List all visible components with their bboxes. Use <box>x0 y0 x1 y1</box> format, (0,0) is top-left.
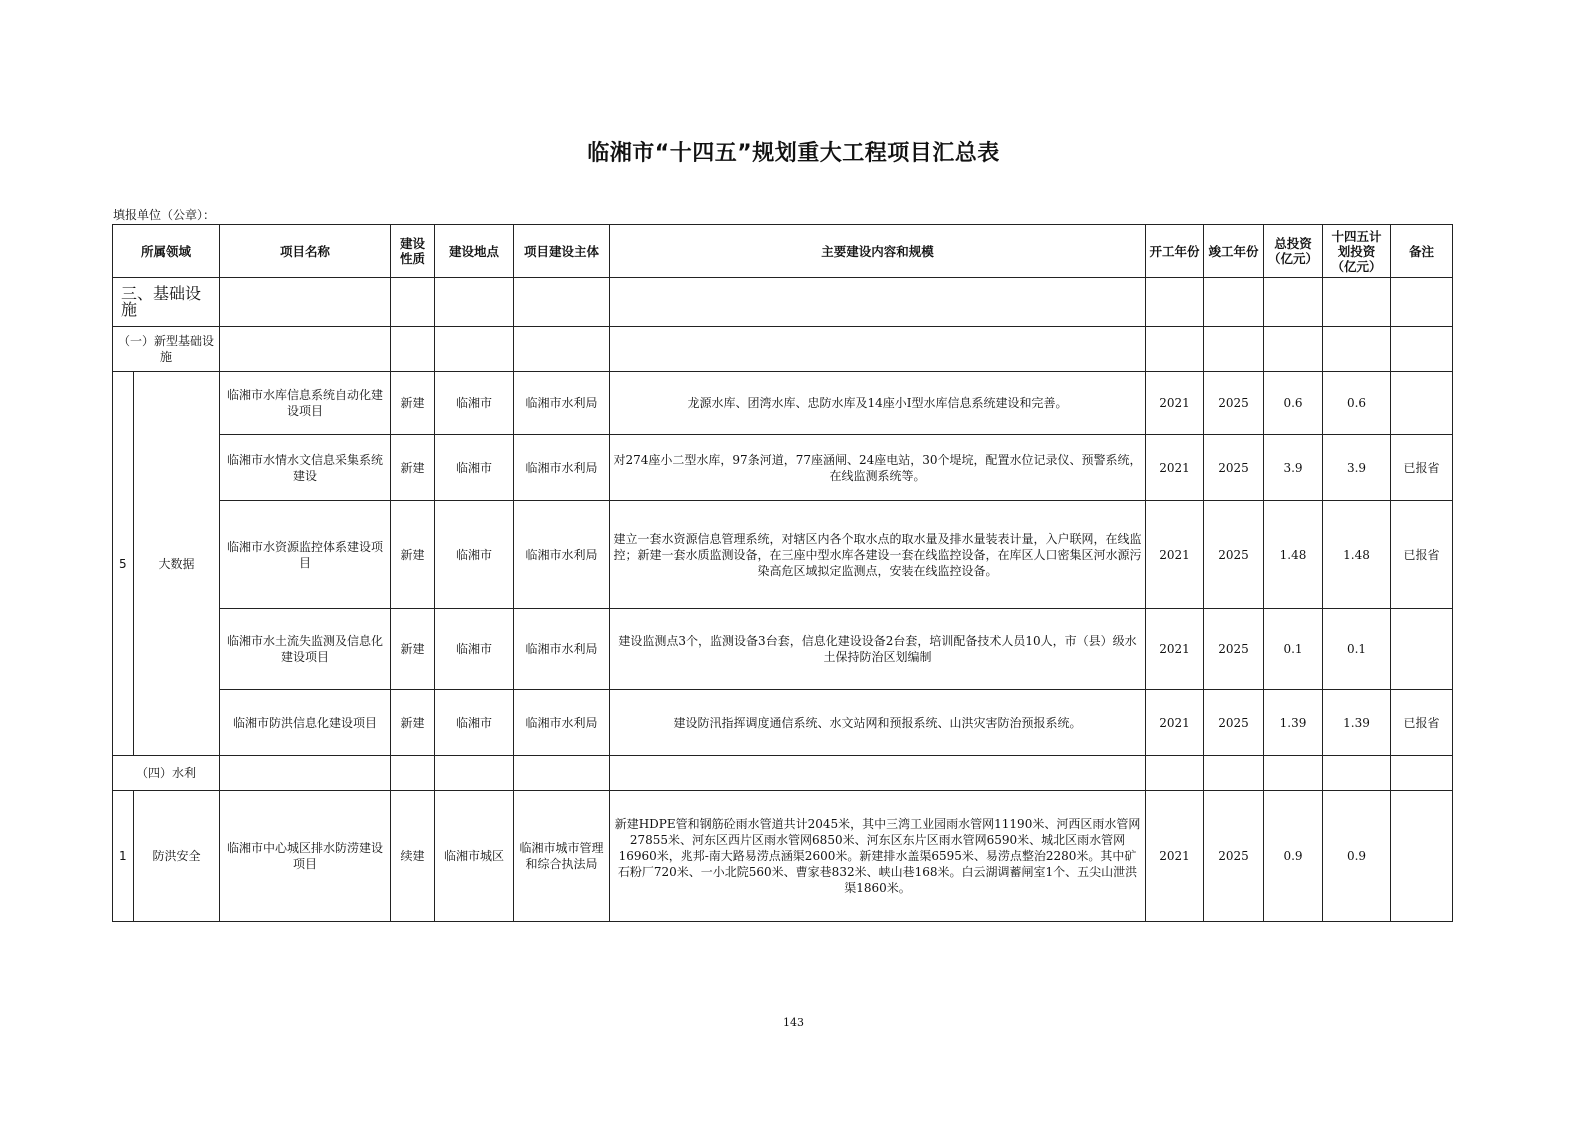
project-location: 临湘市 <box>435 435 514 501</box>
header-nature: 建设性质 <box>391 225 435 278</box>
project-start: 2021 <box>1146 690 1204 756</box>
project-owner: 临湘市水利局 <box>514 609 610 690</box>
project-nature: 新建 <box>391 501 435 609</box>
project-owner: 临湘市水利局 <box>514 690 610 756</box>
project-name: 临湘市防洪信息化建设项目 <box>220 690 391 756</box>
project-total: 0.6 <box>1264 372 1323 435</box>
project-owner: 临湘市水利局 <box>514 501 610 609</box>
project-plan: 0.9 <box>1323 791 1391 922</box>
project-note <box>1391 609 1453 690</box>
project-name: 临湘市水土流失监测及信息化建设项目 <box>220 609 391 690</box>
page-number: 143 <box>783 1016 804 1029</box>
project-content: 新建HDPE管和钢筋砼雨水管道共计2045米，其中三湾工业园雨水管网11190米、河西区雨水管网27855米、河东区西片区雨水管网6850米、河东区东片区雨水管网6590米、城北区雨水管网16960米，兆邦-南大路易涝点涵渠2600米。新建排水盖渠6595米、易涝点整治2280米。其中矿石粉厂720米、一小北院560米、曹家巷832米、峡山巷168米。白云湖调蓄闸室1个、五尖山泄洪渠1860米。 <box>610 791 1146 922</box>
header-domain: 所属领域 <box>113 225 220 278</box>
table-row <box>113 372 1453 435</box>
header-location: 建设地点 <box>435 225 514 278</box>
project-note: 已报省 <box>1391 501 1453 609</box>
project-plan: 0.6 <box>1323 372 1391 435</box>
header-content: 主要建设内容和规模 <box>610 225 1146 278</box>
project-summary-table <box>112 224 1453 922</box>
project-note <box>1391 372 1453 435</box>
header-end: 竣工年份 <box>1204 225 1264 278</box>
group-label: （四）水利 <box>113 756 220 791</box>
header-name: 项目名称 <box>220 225 391 278</box>
page-title: 临湘市“十四五”规划重大工程项目汇总表 <box>587 141 1000 166</box>
project-content: 对274座小二型水库，97条河道，77座涵闸、24座电站，30个堤垸，配置水位记录仪、预警系统，在线监测系统等。 <box>610 435 1146 501</box>
section-label: 三、基础设施 <box>113 278 220 327</box>
project-total: 0.1 <box>1264 609 1323 690</box>
project-nature: 新建 <box>391 435 435 501</box>
project-plan: 0.1 <box>1323 609 1391 690</box>
project-end: 2025 <box>1204 690 1264 756</box>
project-content: 建设防汛指挥调度通信系统、水文站网和预报系统、山洪灾害防治预报系统。 <box>610 690 1146 756</box>
project-nature: 新建 <box>391 372 435 435</box>
project-total: 0.9 <box>1264 791 1323 922</box>
group-row <box>113 756 1453 791</box>
project-plan: 1.39 <box>1323 690 1391 756</box>
project-start: 2021 <box>1146 372 1204 435</box>
table-row <box>113 435 1453 501</box>
project-name: 临湘市水情水文信息采集系统建设 <box>220 435 391 501</box>
project-end: 2025 <box>1204 435 1264 501</box>
project-location: 临湘市 <box>435 501 514 609</box>
project-start: 2021 <box>1146 791 1204 922</box>
project-plan: 1.48 <box>1323 501 1391 609</box>
row-index: 5 <box>113 372 134 756</box>
project-total: 1.48 <box>1264 501 1323 609</box>
project-end: 2025 <box>1204 791 1264 922</box>
row-category: 防洪安全 <box>134 791 220 922</box>
row-index: 1 <box>113 791 134 922</box>
project-note: 已报省 <box>1391 690 1453 756</box>
header-plan: 十四五计划投资（亿元） <box>1323 225 1391 278</box>
table-row <box>113 609 1453 690</box>
group-row <box>113 327 1453 372</box>
project-total: 3.9 <box>1264 435 1323 501</box>
header-start: 开工年份 <box>1146 225 1204 278</box>
project-end: 2025 <box>1204 372 1264 435</box>
project-name: 临湘市水资源监控体系建设项目 <box>220 501 391 609</box>
project-owner: 临湘市城市管理和综合执法局 <box>514 791 610 922</box>
project-note <box>1391 791 1453 922</box>
table-row <box>113 791 1453 922</box>
project-content: 龙源水库、团湾水库、忠防水库及14座小Ⅰ型水库信息系统建设和完善。 <box>610 372 1146 435</box>
project-end: 2025 <box>1204 609 1264 690</box>
project-location: 临湘市城区 <box>435 791 514 922</box>
table-row <box>113 690 1453 756</box>
project-owner: 临湘市水利局 <box>514 372 610 435</box>
filler-unit-label: 填报单位（公章）： <box>113 208 216 222</box>
project-name: 临湘市中心城区排水防涝建设项目 <box>220 791 391 922</box>
project-start: 2021 <box>1146 435 1204 501</box>
project-start: 2021 <box>1146 609 1204 690</box>
project-total: 1.39 <box>1264 690 1323 756</box>
project-start: 2021 <box>1146 501 1204 609</box>
header-note: 备注 <box>1391 225 1453 278</box>
header-row <box>113 225 1453 278</box>
section-row <box>113 278 1453 327</box>
row-category: 大数据 <box>134 372 220 756</box>
project-content: 建立一套水资源信息管理系统，对辖区内各个取水点的取水量及排水量装表计量，入户联网，在线监控；新建一套水质监测设备，在三座中型水库各建设一套在线监控设备，在库区人口密集区河水源污染高危区域拟定监测点，安装在线监控设备。 <box>610 501 1146 609</box>
project-location: 临湘市 <box>435 690 514 756</box>
project-nature: 新建 <box>391 609 435 690</box>
project-name: 临湘市水库信息系统自动化建设项目 <box>220 372 391 435</box>
header-owner: 项目建设主体 <box>514 225 610 278</box>
project-location: 临湘市 <box>435 609 514 690</box>
project-end: 2025 <box>1204 501 1264 609</box>
table-row <box>113 501 1453 609</box>
project-location: 临湘市 <box>435 372 514 435</box>
project-note: 已报省 <box>1391 435 1453 501</box>
group-label: （一）新型基础设施 <box>113 327 220 372</box>
project-owner: 临湘市水利局 <box>514 435 610 501</box>
project-content: 建设监测点3个，监测设备3台套，信息化建设设备2台套，培训配备技术人员10人，市（县）级水土保持防治区划编制 <box>610 609 1146 690</box>
header-total: 总投资（亿元） <box>1264 225 1323 278</box>
project-plan: 3.9 <box>1323 435 1391 501</box>
project-nature: 续建 <box>391 791 435 922</box>
project-nature: 新建 <box>391 690 435 756</box>
